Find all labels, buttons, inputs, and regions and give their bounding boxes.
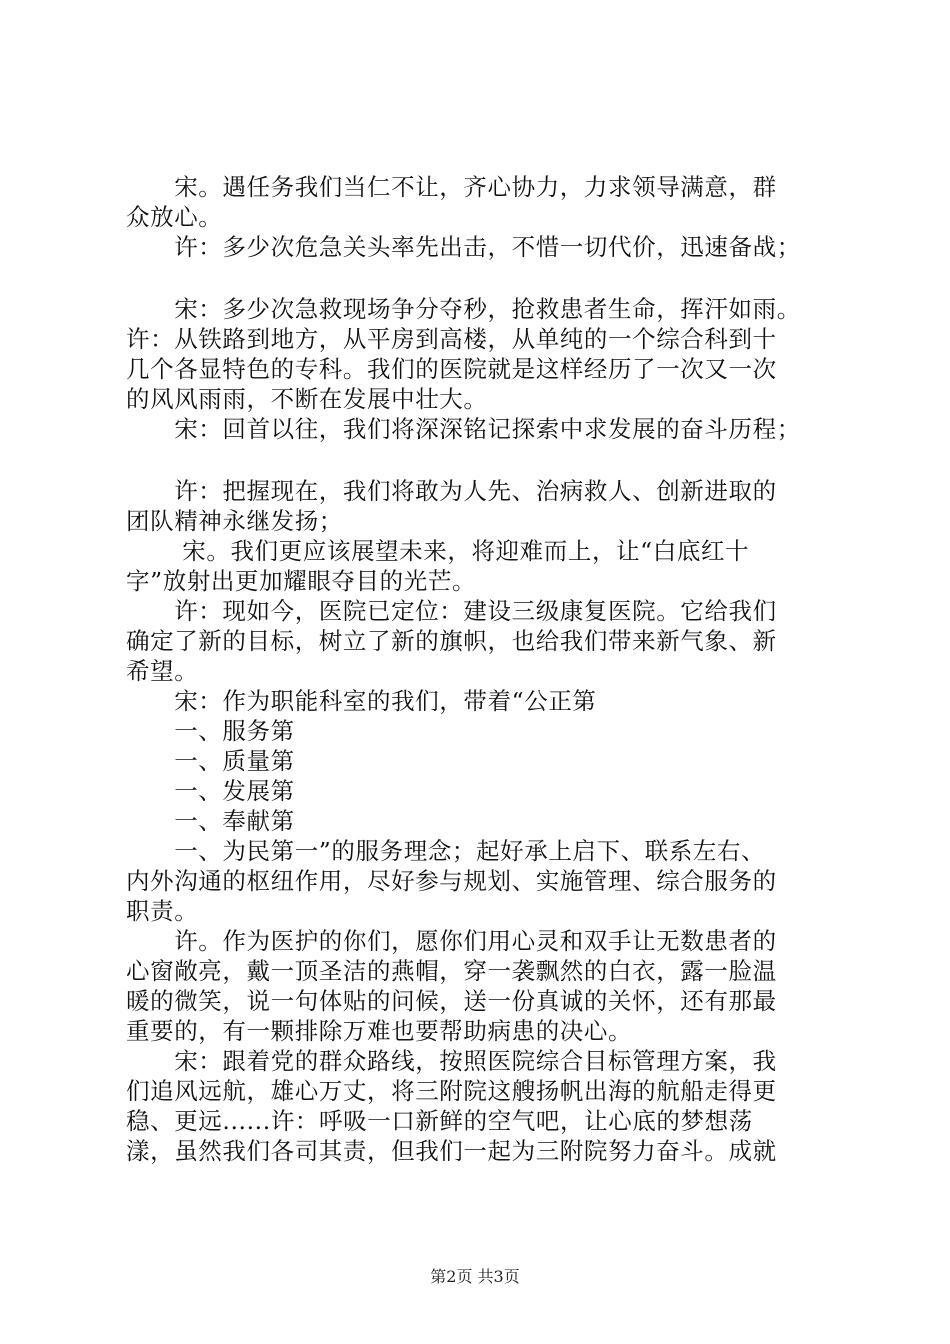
text-line: 许：把握现在，我们将敢为人先、治病救人、创新进取的 [126, 477, 777, 505]
text-line: 宋。我们更应该展望未来，将迎难而上，让“白底红十 [126, 537, 750, 565]
text-line: 漾，虽然我们各司其责，但我们一起为三附院努力奋斗。成就 [126, 1137, 777, 1165]
text-line: 暖的微笑，说一句体贴的问候，送一份真诚的关怀，还有那最 [126, 987, 777, 1015]
page-footer: 第2页 共3页 [430, 1267, 520, 1286]
text-line: 宋：回首以往，我们将深深铭记探索中求发展的奋斗历程； [126, 415, 801, 443]
document-body [126, 172, 838, 1166]
text-line: 宋：跟着党的群众路线，按照医院综合目标管理方案，我 [126, 1047, 777, 1075]
text-line: 的风风雨雨，不断在发展中壮大。 [126, 385, 488, 413]
text-line: 一、奉献第 [126, 807, 295, 835]
text-line: 一、发展第 [126, 777, 295, 805]
text-line: 许：多少次危急关头率先出击，不惜一切代价，迅速备战； [126, 233, 801, 261]
text-line: 一、为民第一”的服务理念；起好承上启下、联系左右、 [126, 837, 766, 865]
text-line: 心窗敞亮，戴一顶圣洁的燕帽，穿一袭飘然的白衣，露一脸温 [126, 957, 777, 985]
text-line: 宋：多少次急救现场争分夺秒，抢救患者生命，挥汗如雨。 [126, 295, 801, 323]
text-line: 内外沟通的枢纽作用，尽好参与规划、实施管理、综合服务的 [126, 867, 777, 895]
text-line: 许：现如今，医院已定位：建设三级康复医院。它给我们 [126, 597, 777, 625]
text-line: 许。作为医护的你们，愿你们用心灵和双手让无数患者的 [126, 927, 777, 955]
blank-line [126, 262, 838, 294]
text-line: 宋：作为职能科室的我们，带着“公正第 [126, 687, 597, 715]
text-line: 众放心。 [126, 203, 223, 231]
text-line: 们追风远航，雄心万丈，将三附院这艘扬帆出海的航船走得更 [126, 1077, 777, 1105]
text-line: 团队精神永继发扬； [126, 507, 343, 535]
text-line: 职责。 [126, 897, 199, 925]
text-line: 重要的，有一颗排除万难也要帮助病患的决心。 [126, 1017, 633, 1045]
text-line: 稳、更远......许：呼吸一口新鲜的空气吧，让心底的梦想荡 [126, 1107, 753, 1135]
text-line: 字”放射出更加耀眼夺目的光芒。 [126, 567, 477, 595]
text-line: 希望。 [126, 657, 199, 685]
text-line: 许：从铁路到地方，从平房到高楼，从单纯的一个综合科到十 [126, 325, 777, 353]
text-line: 宋。遇任务我们当仁不让，齐心协力，力求领导满意，群 [126, 173, 777, 201]
text-line: 确定了新的目标，树立了新的旗帜，也给我们带来新气象、新 [126, 627, 777, 655]
text-line: 几个各显特色的专科。我们的医院就是这样经历了一次又一次 [126, 355, 777, 383]
text-line: 一、服务第 [126, 717, 295, 745]
text-line: 一、质量第 [126, 747, 295, 775]
blank-line [126, 444, 838, 476]
